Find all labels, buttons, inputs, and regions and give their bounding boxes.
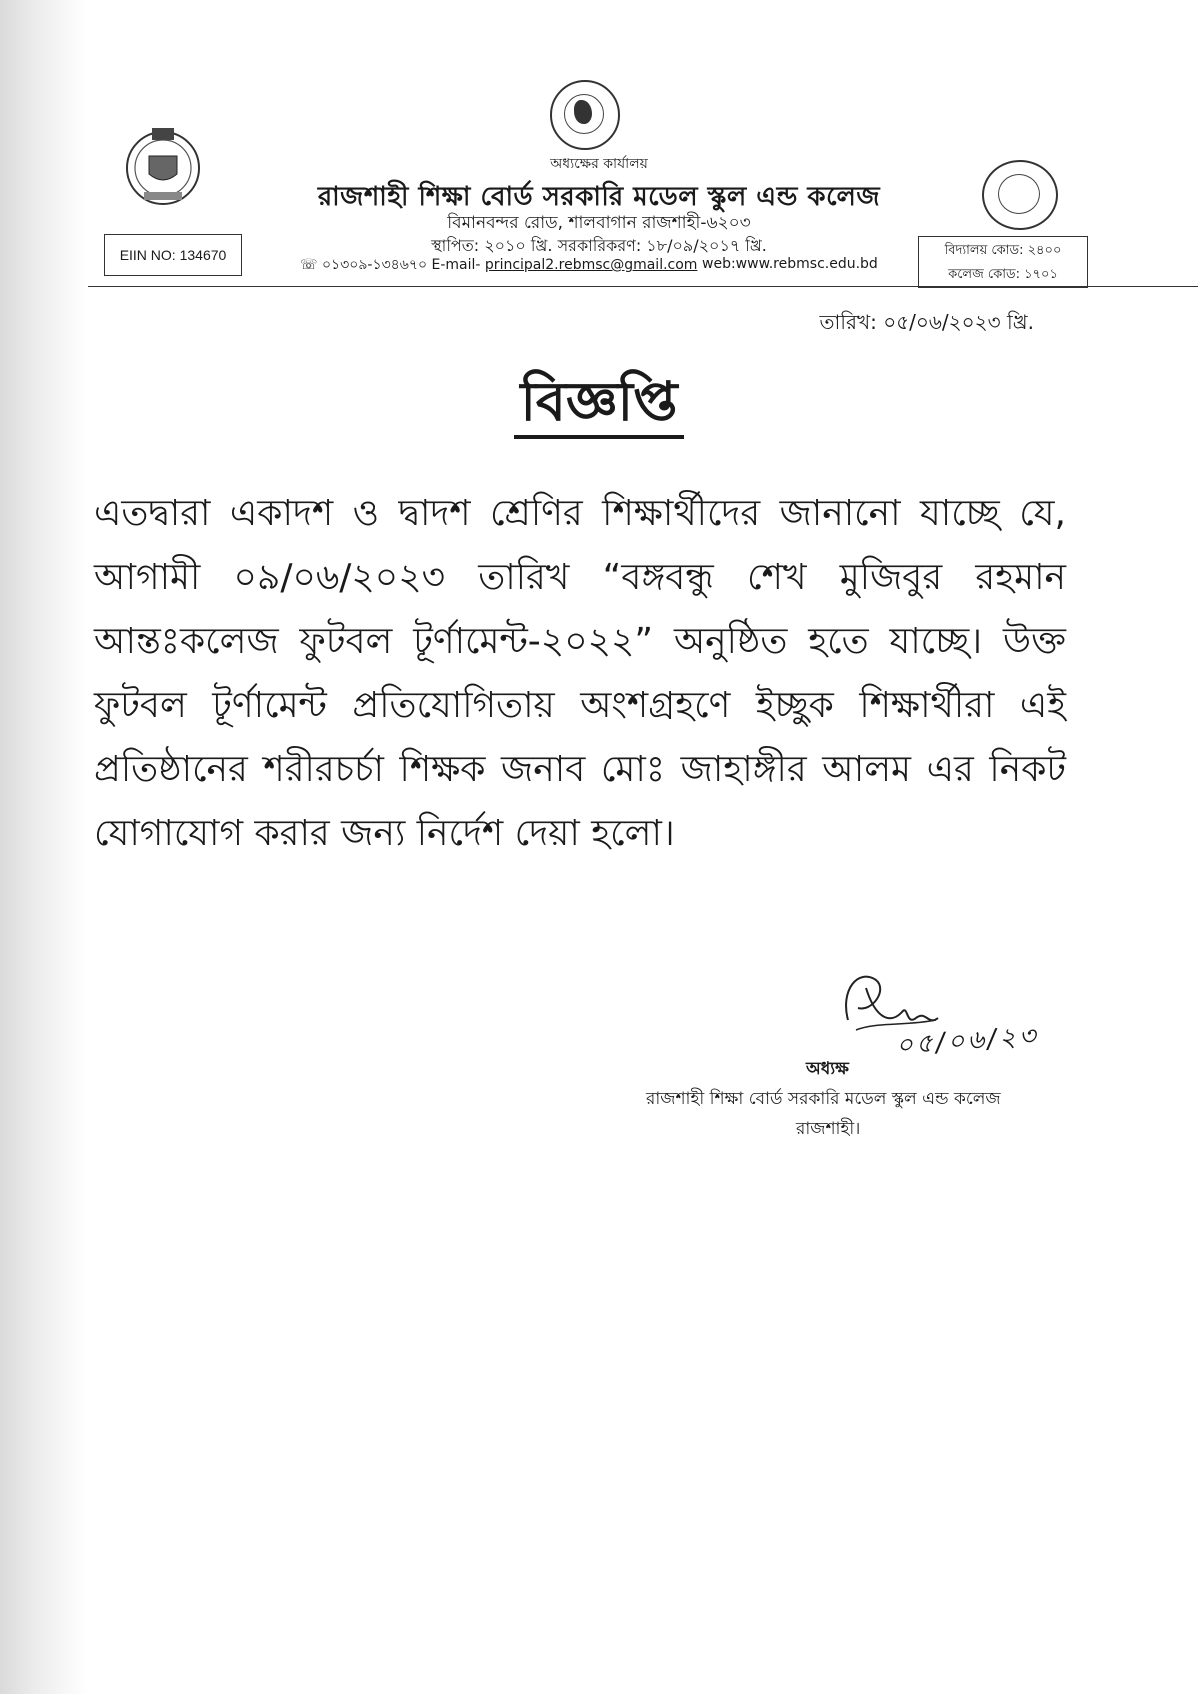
notice-body: এতদ্বারা একাদশ ও দ্বাদশ শ্রেণির শিক্ষার্থীদের জানানো যাচ্ছে যে, আগামী ০৯/০৬/২০২৩ তারিখ “বঙ্গবন্ধু শেখ মুজিবুর রহমান আন্তঃকলেজ ফুটবল টূর্ণামেন্ট-২০২২” অনুষ্ঠিত হতে যাচ্ছে। উক্ত ফুটবল টূর্ণামেন্ট প্রতিযোগিতায় অংশগ্রহণে ইচ্ছুক শিক্ষার্থীরা এই প্রতিষ্ঠানের শরীরচর্চা শিক্ষক জনাব মোঃ জাহাঙ্গীর আলম এর নিকট যোগাযোগ করার জন্য নির্দেশ দেয়া হলো।	[94, 493, 1066, 854]
institution-code-box	[918, 236, 1088, 288]
signature-date: ০৫/০৬/২৩	[895, 1021, 1040, 1061]
school-code: বিদ্যালয় কোড: ২৪০০	[944, 243, 1062, 258]
office-label: অধ্যক্ষের কার্যালয়	[550, 156, 648, 172]
website-link[interactable]: web:www.rebmsc.edu.bd	[702, 256, 878, 272]
college-code: কলেজ কোড: ১৭০১	[948, 267, 1058, 282]
signatory-city: রাজশাহী।	[796, 1119, 861, 1139]
signatory-title: অধ্যক্ষ	[806, 1059, 849, 1079]
email-link[interactable]: principal2.rebmsc@gmail.com	[484, 257, 698, 273]
header-divider	[88, 286, 1198, 287]
notice-date: তারিখ: ০৫/০৬/২০২৩ খ্রি.	[819, 310, 1034, 334]
contact-line	[300, 253, 697, 277]
eiin-box: EIIN NO: 134670	[104, 234, 242, 276]
government-seal-icon	[550, 80, 620, 150]
school-name: রাজশাহী শিক্ষা বোর্ড সরকারি মডেল স্কুল এন্ড কলেজ	[317, 182, 881, 212]
signatory-organization: রাজশাহী শিক্ষা বোর্ড সরকারি মডেল স্কুল এন্ড কলেজ	[646, 1089, 1001, 1109]
phone-text: ☏ ০১৩০৯-১৩৪৬৭০ E-mail-	[300, 257, 485, 273]
notice-title-text: বিজ্ঞপ্তি	[514, 370, 683, 439]
school-address: বিমানবন্দর রোড, শালবাগান রাজশাহী-৬২০৩	[447, 213, 751, 233]
notice-title	[0, 360, 1198, 450]
established-info: স্থাপিত: ২০১০ খ্রি. সরকারিকরণ: ১৮/০৯/২০১৭ খ্রি.	[431, 236, 767, 255]
